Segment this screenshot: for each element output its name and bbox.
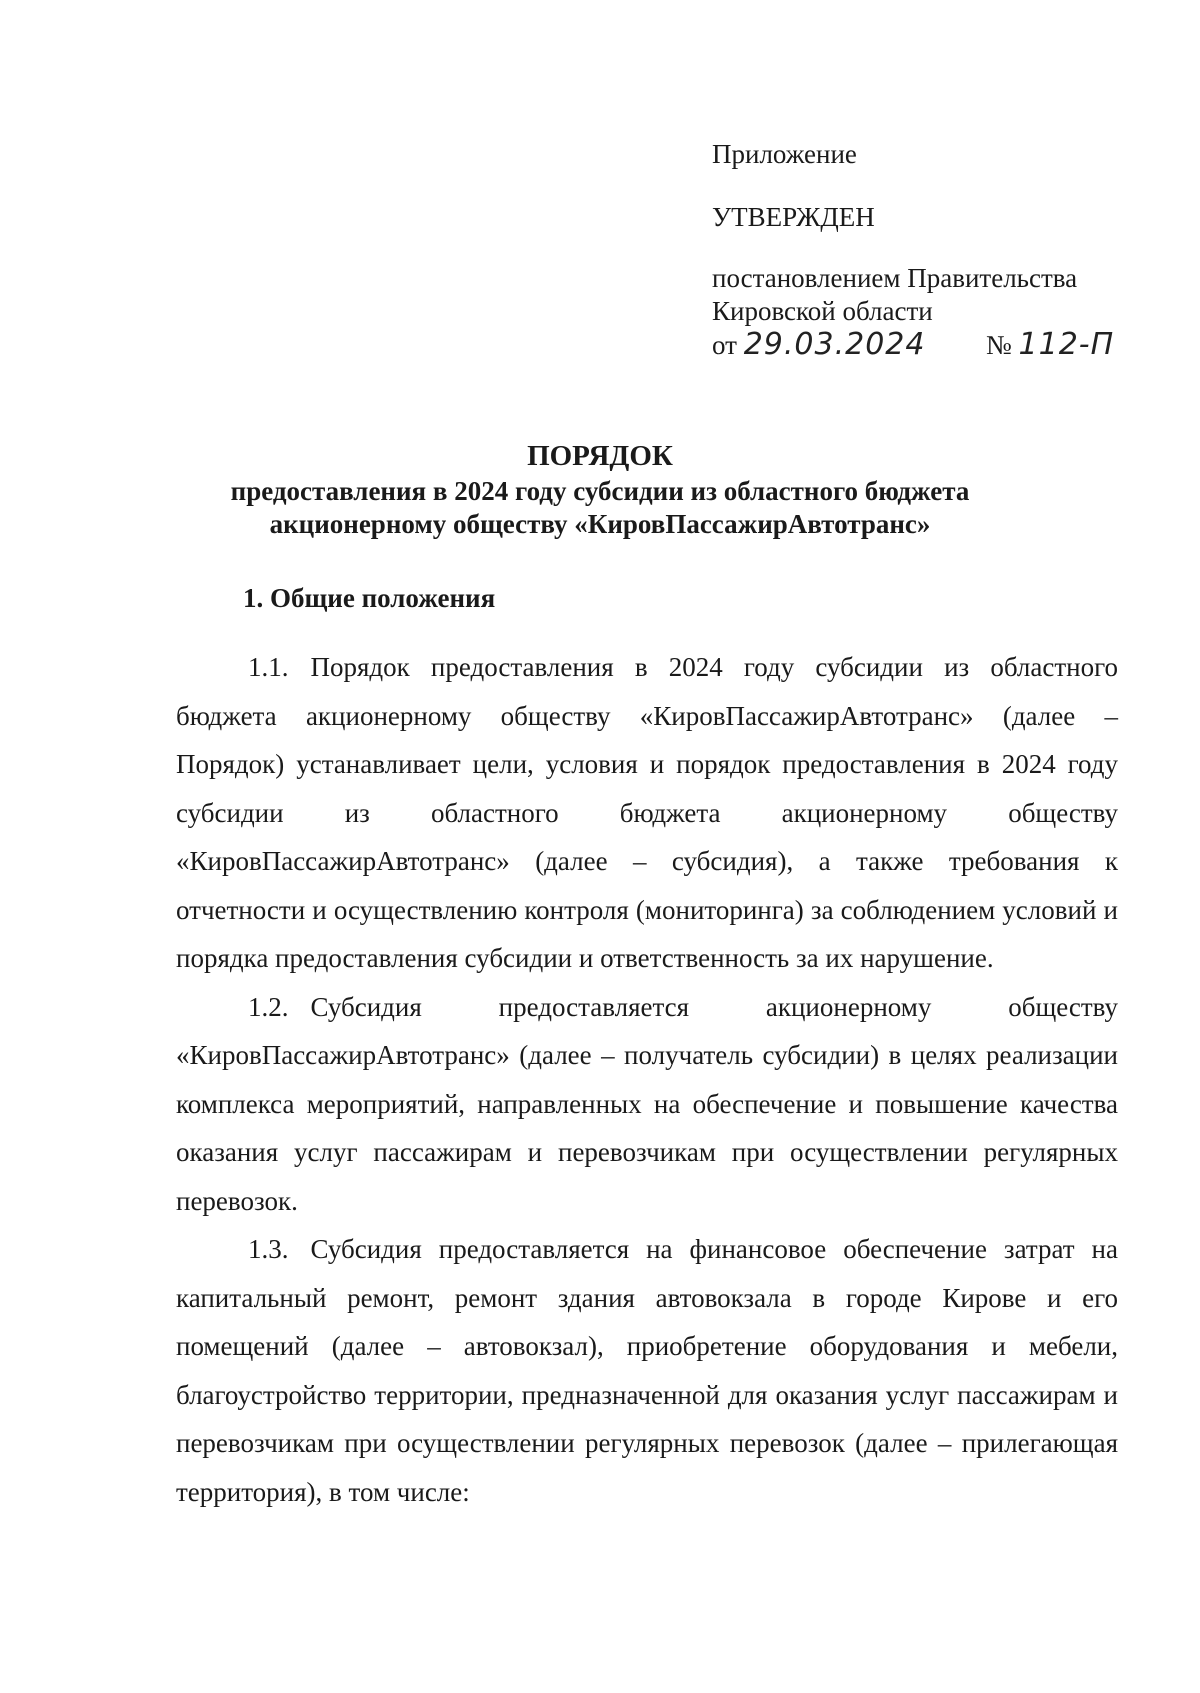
date-number-line	[712, 328, 1132, 362]
paragraph-1-1	[176, 643, 1118, 983]
section-heading: 1. Общие положения	[243, 583, 496, 613]
decree-line-1: постановлением Правительства	[712, 263, 1078, 293]
document-subtitle-line-2: акционерному обществу «КировПассажирАвтотранс»	[269, 509, 931, 539]
document-title-block	[160, 440, 1040, 541]
document-body	[176, 643, 1118, 1516]
number-prefix: №	[986, 330, 1012, 360]
paragraph-1-2	[176, 983, 1118, 1226]
paragraph-number: 1.1.	[248, 652, 289, 682]
appendix-label: Приложение	[712, 139, 857, 169]
date-prefix: от	[712, 330, 737, 360]
handwritten-number: 112-П	[1018, 327, 1115, 362]
document-title: ПОРЯДОК	[527, 440, 673, 472]
paragraph-text: Субсидия предоставляется на финансовое обеспечение затрат на капитальный ремонт, ремонт здания автовокзала в городе Кирове и его помещений (далее – автовокзал), приобретение оборудования и мебели, благоустройство территории, предназначенной для оказания услуг пассажирам и перевозчикам при осуществлении регулярных перевозок (далее – прилегающая территория), в том числе:	[176, 1234, 1118, 1507]
paragraph-1-3	[176, 1225, 1118, 1516]
paragraph-text: Субсидия предоставляется акционерному обществу «КировПассажирАвтотранс» (далее – получатель субсидии) в целях реализации комплекса мероприятий, направленных на обеспечение и повышение качества оказания услуг пассажирам и перевозчикам при осуществлении регулярных перевозок.	[176, 991, 1118, 1216]
decree-line-2: Кировской области	[712, 296, 933, 326]
handwritten-date: 29.03.2024	[743, 327, 926, 362]
paragraph-number: 1.2.	[248, 991, 289, 1022]
paragraph-text: Порядок предоставления в 2024 году субсидии из областного бюджета акционерному обществу «КировПассажирАвтотранс» (далее – Порядок) устанавливает цели, условия и порядок предоставления в 2024 году субсидии из областного бюджета акционерному обществу «КировПассажирАвтотранс» (далее – субсидия), а также требования к отчетности и осуществлению контроля (мониторинга) за соблюдением условий и порядка предоставления субсидии и ответственность за их нарушение.	[176, 652, 1118, 973]
approved-label: УТВЕРЖДЕН	[712, 202, 875, 232]
decree-number	[986, 328, 1114, 362]
approval-block	[712, 138, 1132, 362]
paragraph-number: 1.3.	[248, 1234, 289, 1264]
document-subtitle-line-1: предоставления в 2024 году субсидии из областного бюджета	[230, 476, 970, 506]
